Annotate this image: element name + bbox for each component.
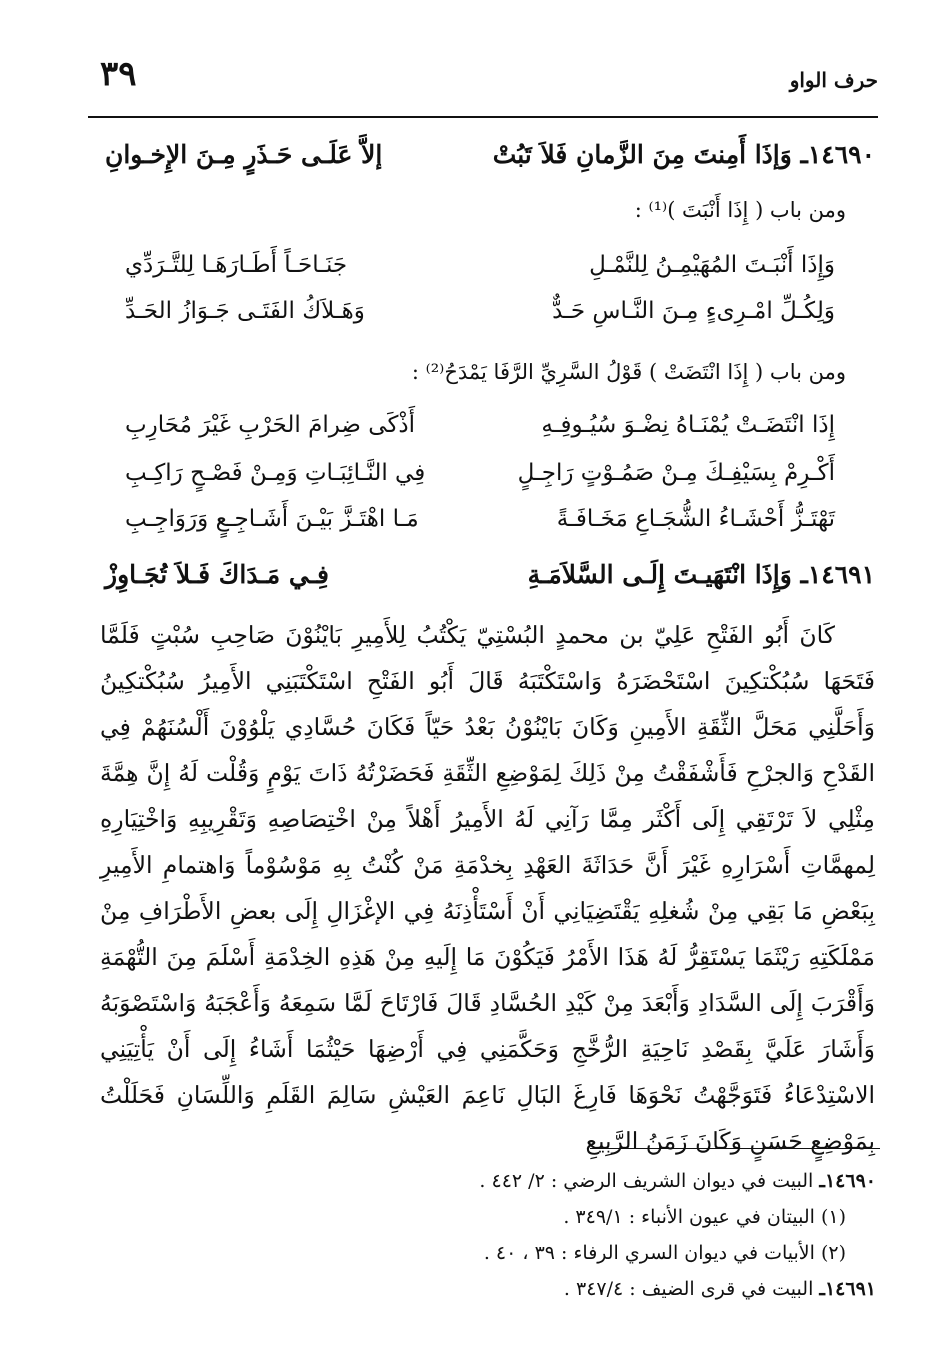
verse-hemistich-first: تَهْتَـزُّ أَحْشَـاءُ الشُّجَـاعِ مَخَـافَـةً: [556, 506, 835, 532]
verse-hemistich-first: وَإِذَا أَنْبَـتَ المُهَيْمِـنُ لِلنَّمْـلِ: [589, 252, 835, 278]
footnote-text: الأبيات في ديوان السري الرفاء : ٣٩ ، ٤٠ .: [483, 1242, 815, 1264]
footnote: [76, 1170, 876, 1206]
footnote-text: البيت في قرى الضيف : ٣٤٧/٤ .: [563, 1278, 814, 1300]
verse-14690: [105, 140, 875, 184]
footnotes: [76, 1170, 876, 1314]
verse-hemistich-first: وَلِكُـلِّ امْـرِىءٍ مِـنَ النَّـاسِ حَـدٌّ: [552, 298, 835, 324]
verse-hemistich-second: فِـي مَـدَاكَ فَـلاَ تُجَـاوِزْ: [105, 560, 329, 589]
verse-hemistich-first: ١٤٦٩١ـ وَإِذَا انْتَهَيـتَ إِلَـى السَّلاَمَـةِ: [527, 560, 875, 589]
page-header: [88, 52, 878, 112]
verse-14691: [105, 560, 875, 604]
footnote-number: ١٤٦٩١ـ: [819, 1278, 876, 1300]
poem-line: [125, 460, 835, 502]
verse-hemistich-first: إِذَا انْتَضَـتْ يُمْنَـاهُ نِضْـوَ سُيُـوفِـهِ: [541, 412, 835, 438]
prose-paragraph: كَانَ أَبُو الفَتْحِ عَلِيّ بن محمدٍ البُسْتِيّ يَكْتُبُ لِلأَمِيرِ بَايْنُوْنَ صَاحِبِ سُبْتٍ فَلَمَّا فَتَحَهَا سُبُكْتكِينَ اسْتَحْضَرَهُ وَاسْتَكْتَبَهُ قَالَ أَبُو الفَتْحِ اسْتَكْتَبَنِي الأَمِيرُ سُبُكْتكِينُ وَأَحَلَّنِي مَحَلَّ الثِّقَةِ الأَمِينِ وَكَانَ بَايْنُوْنُ بَعْدُ حَيّاً فَكَانَ حُسَّادِي يَلْوُوْنَ أَلْسُنَهُمْ فِي القَدْحِ وَالجرْحِ فَأَشْفَقْتُ مِنْ ذَلِكَ لِمَوْضِعِ الثِّقَةِ فَحَضَرْتُهُ ذَاتَ يَوْمٍ وَقُلْت لَهُ إِنَّ هِمَّةَ مِثْلِي لاَ تَرْتَقِي إِلَى أَكْثَر مِمَّا رَآنِي لَهُ الأَمِيرُ أَهْلاً مِنْ اخْتِصَاصِهِ وَتَقْرِيبِهِ وَاخْتِيَارِهِ لِمهمَّاتِ أَسْرَارِهِ غَيْرَ أَنَّ حَدَاثَةَ العَهْدِ بِخدْمَةِ مَنْ كُنْتُ بِهِ مَوْسُوْماً وَاهتمامِ الأَمِيرِ بِبَعْضِ مَا بَقِي مِنْ شُغلِهِ يَقْتَضِيَانِي أَنْ أَسْتَأْذِنَهُ فِي الإغْزَالِ إِلَى بعضِ الأَطْرَافِ مِنْ مَمْلَكَتِهِ رَيْثَمَا يَسْتَقِرُّ لَهُ هَذَا الأَمْرُ فَيَكُوْنَ مَا إِلَيهِ مِنْ هَذِهِ الخِدْمَةِ أَسْلَمَ مِنَ التُّهْمَةِ وَأَقْرَبَ إِلَى السَّدَادِ وَأَبْعَدَ مِنْ كَيْدِ الحُسَّادِ قَالَ فَارْتَاحَ لَمَّا سَمِعَهُ وَأَعْجَبَهُ وَاسْتَصْوَبَهُ وَأَشَارَ عَلَيَّ بِقَصْدِ نَاحِيَةِ الرُّخَّجِ وَحَكَّمَنِي فِي أَرْضِهَا حَيْثُمَا أَشَاءُ إِلَى أَنْ يَأْتِيَنِي الاسْتِدْعَاءُ فَتَوَجَّهْتُ نَحْوَهَا فَارِغَ البَالِ نَاعِمَ العَيْشِ سَالِمَ القَلَمِ وَاللِّسَانِ فَحَلَلْتُ بِمَوْضِعٍ حَسَنٍ وَكَانَ زَمَنُ الرَّبِيعِ: [100, 621, 875, 1155]
footnote-number: (١): [820, 1206, 846, 1228]
footnote: [76, 1206, 876, 1242]
prose-commentary: [100, 612, 875, 1164]
footnote-text: البيتان في عيون الأنباء : ٣٤٩/١ .: [563, 1206, 815, 1228]
verse-hemistich-second: وَهَـلاَكُ الفَتَـى جَـوَازُ الحَـدِّ: [125, 298, 365, 324]
verse-hemistich-second: مَـا اهْتَـزَّ بَيْـنَ أَشَـاجِـعٍ وَرَوَاجِـبِ: [125, 506, 419, 532]
footnote-rule: [590, 1148, 880, 1149]
poem-line: [125, 412, 835, 454]
footnote: [76, 1242, 876, 1278]
footnote-number: ١٤٦٩٠ـ: [819, 1170, 876, 1192]
verse-hemistich-second: جَنَـاحَـاً أَطَـارَهَـا لِلتَّـرَدِّي: [125, 252, 348, 278]
poem-line: [125, 506, 835, 548]
intro-text: ومن باب ( إِذَا أَنْبَتَ )⁽¹⁾ :: [634, 198, 846, 222]
chapter-title: حرف الواو: [789, 68, 878, 92]
verse-hemistich-second: أَذْكَى ضِرامَ الحَرْبِ غَيْرَ مُحَارِبِ: [125, 412, 416, 438]
poem-line: [125, 298, 835, 340]
footnote-number: (٢): [820, 1242, 846, 1264]
intro-text: ومن باب ( إِذَا انْتَضَتْ ) قَوْلُ السَّرِيِّ الرَّفَا يَمْدَحُ⁽²⁾ :: [411, 360, 846, 384]
page-number: ٣٩: [100, 54, 137, 94]
footnote-text: البيت في ديوان الشريف الرضي : ٢/ ٤٤٢ .: [479, 1170, 814, 1192]
verse-hemistich-second: فِي النَّـائِبَـاتِ وَمِـنْ فَصْـحٍ رَاكِـبِ: [125, 460, 426, 486]
verse-hemistich-first: ١٤٦٩٠ـ وَإذَا أَمِنتَ مِنَ الزَّمانِ فَلاَ تَبُتْ: [492, 140, 875, 169]
verse-hemistich-second: إلاَّ عَلَـى حَـذَرٍ مِـنَ الإِخـوانِ: [105, 140, 383, 169]
verse-hemistich-first: أَكْـرِمْ بِسَيْفِـكَ مِـنْ صَمُـوْتٍ رَاجِـلٍ: [517, 460, 835, 486]
header-rule: [88, 116, 878, 118]
poem-line: [125, 252, 835, 294]
footnote: [76, 1278, 876, 1314]
